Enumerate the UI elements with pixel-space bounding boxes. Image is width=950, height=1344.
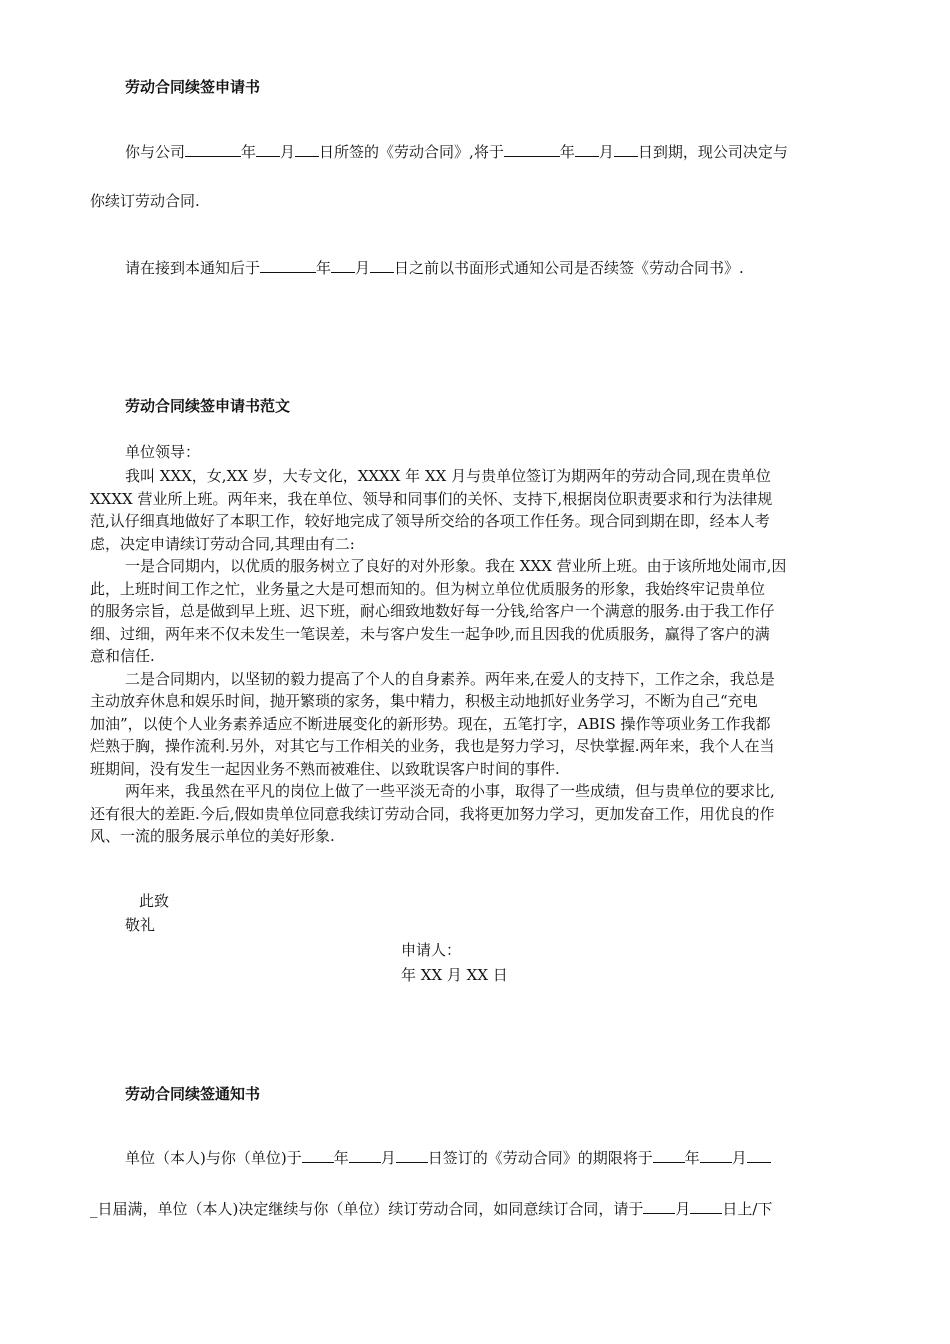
text: 月 [598,143,614,161]
body-line: 班期间，没有发生一起因业务不熟而被难住、以致耽误客户时间的事件. [90,759,560,778]
text: 年 [333,1149,349,1167]
text: 日上/下 [722,1200,773,1218]
month-blank [256,141,280,157]
salutation: 单位领导： [125,443,201,461]
section3-paragraph-line1 [125,1147,771,1169]
day-blank [295,141,319,157]
month-blank [575,141,599,157]
body-line: 细、过细，两年来不仅未发生一笔误差，未与客户发生一起争吵,而且因我的优质服务，赢得了客户的满 [90,624,770,643]
text: 月 [380,1149,396,1167]
year-blank [504,141,560,157]
body-line: 意和信任. [90,647,155,665]
year-blank [185,141,241,157]
month-blank [349,1147,381,1163]
year-blank [302,1147,334,1163]
body-line: 主动放弃休息和娱乐时间，抛开繁琐的家务，集中精力，积极主动地抓好业务学习，不断为自己“充电 [90,692,758,710]
text: _日届满，单位（本人)决定继续与你（单位）续订劳动合同，如同意续订合同，请于 [90,1200,644,1218]
section3-title: 劳动合同续签通知书 [125,1085,261,1103]
text: 请在接到本通知后于 [125,259,261,277]
body-line: 此，上班时间工作之忙，业务量之大是可想而知的。但为树立单位优质服务的形象，我始终牢记贵单位 [90,579,766,598]
body-line: 范,认仔细真地做好了本职工作，较好地完成了领导所交给的各项工作任务。现合同到期在即，经本人考 [90,512,770,530]
text: 日到期，现公司决定与 [637,143,788,161]
month-blank [700,1147,732,1163]
section1-paragraph1-line1 [125,141,788,163]
signature-date: 年 XX 月 XX 日 [401,966,508,984]
day-blank [370,257,394,273]
body-line: 虑，决定申请续订劳动合同,其理由有二: [90,534,355,553]
text: 月 [355,259,371,277]
body-line: 还有很大的差距.今后,假如贵单位同意我续订劳动合同，我将更加努力学习，更加发奋工作，用优良的作 [90,804,775,823]
day-blank [614,141,638,157]
text: 月 [280,143,296,161]
text: 年 [241,143,257,161]
text: 年 [684,1149,700,1167]
text: 日所签的《劳动合同》,将于 [319,143,504,161]
section1-title: 劳动合同续签申请书 [125,78,261,96]
body-line: 二是合同期内，以坚韧的毅力提高了个人的自身素养。两年来,在爱人的支持下，工作之余，我总是 [125,669,775,688]
year-blank [260,257,316,273]
text: 单位（本人)与你（单位)于 [125,1149,302,1167]
body-line: 两年来，我虽然在平凡的岗位上做了一些平淡无奇的小事，取得了一些成绩，但与贵单位的要求比, [125,782,775,800]
text: 年 [316,259,332,277]
day-blank [396,1147,428,1163]
body-line: 烂熟于胸，操作流利.另外，对其它与工作相关的业务，我也是努力学习，尽快掌握.两年来，我个人在当 [90,737,775,755]
text: 日之前以书面形式通知公司是否续签《劳动合同书》. [394,259,744,277]
year-blank [653,1147,685,1163]
section2-body [90,465,856,848]
section1-paragraph1-line2: 你续订劳动合同. [90,192,200,210]
text: 月 [731,1149,747,1167]
signature-label: 申请人： [401,941,462,959]
text: 你与公司 [125,143,186,161]
body-line: 风、一流的服务展示单位的美好形象. [90,827,335,845]
closing-regards: 敬礼 [125,916,156,934]
text: 月 [675,1200,691,1218]
body-line: 一是合同期内，以优质的服务树立了良好的对外形象。我在 XXX 营业所上班。由于该所地处闹市,因 [125,557,787,575]
month-blank [643,1198,675,1214]
month-blank [331,257,355,273]
day-blank [690,1198,722,1214]
text: 年 [559,143,575,161]
body-line: XXXX 营业所上班。两年来，我在单位、领导和同事们的关怀、支持下,根据岗位职责要求和行为法律规 [90,489,773,508]
section3-paragraph-line2 [90,1198,772,1220]
section1-paragraph2 [125,257,744,279]
body-line: 我叫 XXX，女,XX 岁，大专文化，XXXX 年 XX 月与贵单位签订为期两年的劳动合同,现在贵单位 [125,467,771,485]
body-line: 的服务宗旨，总是做到早上班、迟下班，耐心细致地数好每一分钱,给客户一个满意的服务.由于我工作仔 [90,602,775,620]
section2-title: 劳动合同续签申请书范文 [125,397,291,415]
closing-respectfully: 此致 [139,892,170,910]
text: 日签订的《劳动合同》的期限将于 [427,1149,653,1167]
body-line: 加油”，以使个人业务素养适应不断进展变化的新形势。现在，五笔打字，ABIS 操作等项业务工作我都 [90,714,771,733]
day-blank [747,1147,771,1163]
